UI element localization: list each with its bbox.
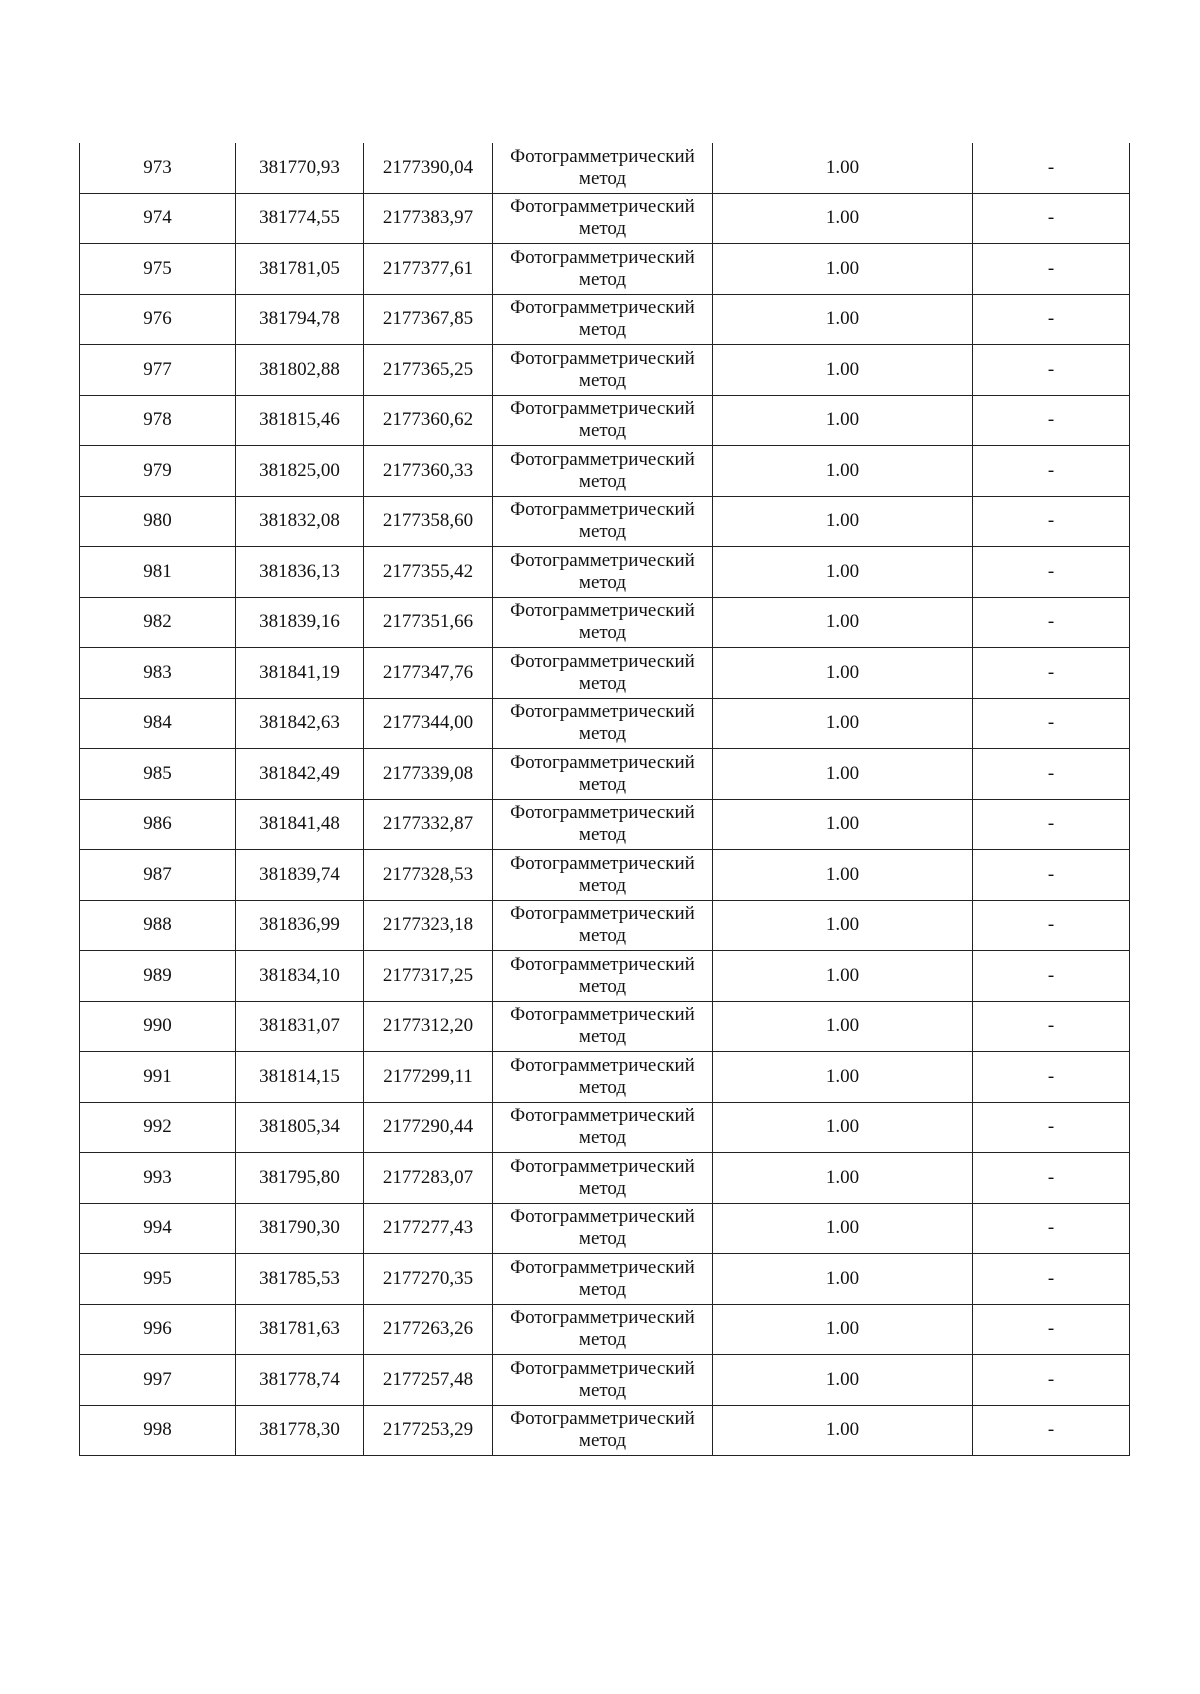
method-line-1: Фотограмметрический: [510, 1307, 695, 1329]
method-cell: [493, 547, 713, 598]
x-coordinate-cell: 381814,15: [236, 1052, 364, 1103]
x-coordinate-cell: 381839,16: [236, 597, 364, 648]
method-cell: [493, 345, 713, 396]
note-cell: -: [973, 345, 1130, 396]
table-row: [80, 1102, 1130, 1153]
precision-cell: 1.00: [713, 850, 973, 901]
point-number-cell: 980: [80, 496, 236, 547]
point-number-cell: 976: [80, 294, 236, 345]
method-cell: [493, 1405, 713, 1456]
point-number-cell: 977: [80, 345, 236, 396]
method-line-1: Фотограмметрический: [510, 448, 695, 470]
method-line-2: метод: [578, 571, 627, 593]
method-cell: [493, 244, 713, 295]
table-row: [80, 1405, 1130, 1456]
method-line-1: Фотограмметрический: [510, 398, 695, 420]
method-line-1: Фотограмметрический: [510, 297, 695, 319]
table-row: [80, 1153, 1130, 1204]
note-cell: -: [973, 395, 1130, 446]
method-line-1: Фотограмметрический: [510, 852, 695, 874]
method-cell: [493, 900, 713, 951]
method-line-2: метод: [578, 672, 627, 694]
method-line-1: Фотограмметрический: [510, 145, 695, 167]
note-cell: -: [973, 193, 1130, 244]
method-line-1: Фотограмметрический: [510, 1206, 695, 1228]
x-coordinate-cell: 381831,07: [236, 1001, 364, 1052]
method-line-2: метод: [578, 319, 627, 341]
y-coordinate-cell: 2177367,85: [364, 294, 493, 345]
method-line-2: метод: [578, 1026, 627, 1048]
point-number-cell: 991: [80, 1052, 236, 1103]
table-row: [80, 395, 1130, 446]
point-number-cell: 988: [80, 900, 236, 951]
table-row: [80, 244, 1130, 295]
method-line-1: Фотограмметрический: [510, 701, 695, 723]
note-cell: -: [973, 446, 1130, 497]
y-coordinate-cell: 2177332,87: [364, 799, 493, 850]
method-cell: [493, 799, 713, 850]
y-coordinate-cell: 2177390,04: [364, 143, 493, 193]
y-coordinate-cell: 2177339,08: [364, 749, 493, 800]
note-cell: -: [973, 143, 1130, 193]
y-coordinate-cell: 2177365,25: [364, 345, 493, 396]
y-coordinate-cell: 2177377,61: [364, 244, 493, 295]
precision-cell: 1.00: [713, 1052, 973, 1103]
method-cell: [493, 193, 713, 244]
method-line-2: метод: [578, 369, 627, 391]
point-number-cell: 974: [80, 193, 236, 244]
method-cell: [493, 496, 713, 547]
note-cell: -: [973, 749, 1130, 800]
table-row: [80, 143, 1130, 193]
table-row: [80, 446, 1130, 497]
table-row: [80, 951, 1130, 1002]
method-line-1: Фотограмметрический: [510, 1408, 695, 1430]
method-line-1: Фотограмметрический: [510, 1004, 695, 1026]
y-coordinate-cell: 2177283,07: [364, 1153, 493, 1204]
note-cell: -: [973, 1052, 1130, 1103]
note-cell: -: [973, 294, 1130, 345]
method-line-2: метод: [578, 268, 627, 290]
note-cell: -: [973, 850, 1130, 901]
table-row: [80, 547, 1130, 598]
point-number-cell: 992: [80, 1102, 236, 1153]
point-number-cell: 989: [80, 951, 236, 1002]
y-coordinate-cell: 2177263,26: [364, 1304, 493, 1355]
method-line-1: Фотограмметрический: [510, 953, 695, 975]
y-coordinate-cell: 2177360,33: [364, 446, 493, 497]
method-line-1: Фотограмметрический: [510, 1105, 695, 1127]
method-cell: [493, 1203, 713, 1254]
precision-cell: 1.00: [713, 294, 973, 345]
y-coordinate-cell: 2177358,60: [364, 496, 493, 547]
y-coordinate-cell: 2177347,76: [364, 648, 493, 699]
precision-cell: 1.00: [713, 193, 973, 244]
method-cell: [493, 1102, 713, 1153]
coordinates-table-body: [80, 143, 1130, 1456]
table-row: [80, 1203, 1130, 1254]
point-number-cell: 995: [80, 1254, 236, 1305]
y-coordinate-cell: 2177312,20: [364, 1001, 493, 1052]
x-coordinate-cell: 381790,30: [236, 1203, 364, 1254]
y-coordinate-cell: 2177277,43: [364, 1203, 493, 1254]
note-cell: -: [973, 900, 1130, 951]
note-cell: -: [973, 1254, 1130, 1305]
y-coordinate-cell: 2177328,53: [364, 850, 493, 901]
table-row: [80, 345, 1130, 396]
method-line-2: метод: [578, 925, 627, 947]
method-line-2: метод: [578, 1329, 627, 1351]
x-coordinate-cell: 381781,05: [236, 244, 364, 295]
y-coordinate-cell: 2177344,00: [364, 698, 493, 749]
method-line-1: Фотограмметрический: [510, 751, 695, 773]
y-coordinate-cell: 2177355,42: [364, 547, 493, 598]
note-cell: -: [973, 951, 1130, 1002]
x-coordinate-cell: 381841,19: [236, 648, 364, 699]
x-coordinate-cell: 381778,74: [236, 1355, 364, 1406]
method-cell: [493, 1153, 713, 1204]
precision-cell: 1.00: [713, 597, 973, 648]
method-line-2: метод: [578, 723, 627, 745]
method-cell: [493, 648, 713, 699]
note-cell: -: [973, 1153, 1130, 1204]
table-row: [80, 496, 1130, 547]
method-line-1: Фотограмметрический: [510, 1054, 695, 1076]
x-coordinate-cell: 381842,49: [236, 749, 364, 800]
table-row: [80, 749, 1130, 800]
point-number-cell: 982: [80, 597, 236, 648]
y-coordinate-cell: 2177270,35: [364, 1254, 493, 1305]
y-coordinate-cell: 2177253,29: [364, 1405, 493, 1456]
point-number-cell: 993: [80, 1153, 236, 1204]
table-row: [80, 900, 1130, 951]
point-number-cell: 984: [80, 698, 236, 749]
y-coordinate-cell: 2177317,25: [364, 951, 493, 1002]
y-coordinate-cell: 2177351,66: [364, 597, 493, 648]
method-cell: [493, 597, 713, 648]
precision-cell: 1.00: [713, 395, 973, 446]
point-number-cell: 983: [80, 648, 236, 699]
x-coordinate-cell: 381781,63: [236, 1304, 364, 1355]
x-coordinate-cell: 381832,08: [236, 496, 364, 547]
method-cell: [493, 1254, 713, 1305]
method-line-1: Фотограмметрический: [510, 246, 695, 268]
x-coordinate-cell: 381802,88: [236, 345, 364, 396]
note-cell: -: [973, 1001, 1130, 1052]
point-number-cell: 996: [80, 1304, 236, 1355]
method-cell: [493, 1052, 713, 1103]
method-cell: [493, 294, 713, 345]
x-coordinate-cell: 381839,74: [236, 850, 364, 901]
table-row: [80, 1254, 1130, 1305]
method-cell: [493, 1001, 713, 1052]
note-cell: -: [973, 1102, 1130, 1153]
method-cell: [493, 395, 713, 446]
precision-cell: 1.00: [713, 547, 973, 598]
y-coordinate-cell: 2177383,97: [364, 193, 493, 244]
precision-cell: 1.00: [713, 143, 973, 193]
point-number-cell: 981: [80, 547, 236, 598]
precision-cell: 1.00: [713, 1153, 973, 1204]
note-cell: -: [973, 1304, 1130, 1355]
method-line-2: метод: [578, 1076, 627, 1098]
precision-cell: 1.00: [713, 799, 973, 850]
method-line-2: метод: [578, 167, 627, 189]
note-cell: -: [973, 1355, 1130, 1406]
method-line-2: метод: [578, 824, 627, 846]
method-cell: [493, 1304, 713, 1355]
method-line-2: метод: [578, 1228, 627, 1250]
point-number-cell: 994: [80, 1203, 236, 1254]
method-line-1: Фотограмметрический: [510, 1357, 695, 1379]
point-number-cell: 998: [80, 1405, 236, 1456]
precision-cell: 1.00: [713, 1304, 973, 1355]
point-number-cell: 990: [80, 1001, 236, 1052]
precision-cell: 1.00: [713, 1203, 973, 1254]
precision-cell: 1.00: [713, 1355, 973, 1406]
method-cell: [493, 143, 713, 193]
method-cell: [493, 850, 713, 901]
precision-cell: 1.00: [713, 900, 973, 951]
x-coordinate-cell: 381785,53: [236, 1254, 364, 1305]
method-line-2: метод: [578, 521, 627, 543]
method-line-1: Фотограмметрический: [510, 347, 695, 369]
point-number-cell: 978: [80, 395, 236, 446]
x-coordinate-cell: 381825,00: [236, 446, 364, 497]
method-line-2: метод: [578, 622, 627, 644]
note-cell: -: [973, 1203, 1130, 1254]
table-row: [80, 1304, 1130, 1355]
point-number-cell: 986: [80, 799, 236, 850]
note-cell: -: [973, 698, 1130, 749]
method-line-1: Фотограмметрический: [510, 1256, 695, 1278]
note-cell: -: [973, 496, 1130, 547]
point-number-cell: 997: [80, 1355, 236, 1406]
note-cell: -: [973, 799, 1130, 850]
x-coordinate-cell: 381795,80: [236, 1153, 364, 1204]
precision-cell: 1.00: [713, 951, 973, 1002]
precision-cell: 1.00: [713, 1405, 973, 1456]
method-line-2: метод: [578, 1127, 627, 1149]
x-coordinate-cell: 381794,78: [236, 294, 364, 345]
method-line-1: Фотограмметрический: [510, 903, 695, 925]
method-line-2: метод: [578, 1278, 627, 1300]
table-row: [80, 597, 1130, 648]
y-coordinate-cell: 2177299,11: [364, 1052, 493, 1103]
note-cell: -: [973, 648, 1130, 699]
precision-cell: 1.00: [713, 648, 973, 699]
method-line-2: метод: [578, 470, 627, 492]
table-row: [80, 648, 1130, 699]
method-cell: [493, 446, 713, 497]
method-cell: [493, 698, 713, 749]
x-coordinate-cell: 381834,10: [236, 951, 364, 1002]
method-cell: [493, 749, 713, 800]
method-line-2: метод: [578, 420, 627, 442]
precision-cell: 1.00: [713, 244, 973, 295]
table-row: [80, 698, 1130, 749]
precision-cell: 1.00: [713, 749, 973, 800]
x-coordinate-cell: 381836,13: [236, 547, 364, 598]
note-cell: -: [973, 547, 1130, 598]
table-row: [80, 294, 1130, 345]
point-number-cell: 987: [80, 850, 236, 901]
method-line-2: метод: [578, 1177, 627, 1199]
x-coordinate-cell: 381836,99: [236, 900, 364, 951]
table-row: [80, 1052, 1130, 1103]
method-line-2: метод: [578, 874, 627, 896]
method-line-1: Фотограмметрический: [510, 650, 695, 672]
y-coordinate-cell: 2177323,18: [364, 900, 493, 951]
method-line-2: метод: [578, 975, 627, 997]
note-cell: -: [973, 597, 1130, 648]
precision-cell: 1.00: [713, 1001, 973, 1052]
x-coordinate-cell: 381774,55: [236, 193, 364, 244]
x-coordinate-cell: 381778,30: [236, 1405, 364, 1456]
method-line-2: метод: [578, 1379, 627, 1401]
table-row: [80, 799, 1130, 850]
precision-cell: 1.00: [713, 698, 973, 749]
table-row: [80, 850, 1130, 901]
precision-cell: 1.00: [713, 1102, 973, 1153]
method-line-2: метод: [578, 218, 627, 240]
point-number-cell: 985: [80, 749, 236, 800]
method-line-1: Фотограмметрический: [510, 600, 695, 622]
table-row: [80, 1001, 1130, 1052]
x-coordinate-cell: 381842,63: [236, 698, 364, 749]
x-coordinate-cell: 381770,93: [236, 143, 364, 193]
method-cell: [493, 951, 713, 1002]
method-line-1: Фотограмметрический: [510, 499, 695, 521]
method-line-1: Фотограмметрический: [510, 1155, 695, 1177]
table-row: [80, 193, 1130, 244]
x-coordinate-cell: 381815,46: [236, 395, 364, 446]
precision-cell: 1.00: [713, 496, 973, 547]
point-number-cell: 975: [80, 244, 236, 295]
precision-cell: 1.00: [713, 345, 973, 396]
coordinates-table: [79, 143, 1130, 1456]
y-coordinate-cell: 2177290,44: [364, 1102, 493, 1153]
y-coordinate-cell: 2177360,62: [364, 395, 493, 446]
method-line-1: Фотограмметрический: [510, 549, 695, 571]
method-line-2: метод: [578, 1430, 627, 1452]
x-coordinate-cell: 381841,48: [236, 799, 364, 850]
precision-cell: 1.00: [713, 446, 973, 497]
note-cell: -: [973, 1405, 1130, 1456]
note-cell: -: [973, 244, 1130, 295]
method-cell: [493, 1355, 713, 1406]
table-row: [80, 1355, 1130, 1406]
point-number-cell: 979: [80, 446, 236, 497]
x-coordinate-cell: 381805,34: [236, 1102, 364, 1153]
method-line-1: Фотограмметрический: [510, 802, 695, 824]
precision-cell: 1.00: [713, 1254, 973, 1305]
point-number-cell: 973: [80, 143, 236, 193]
y-coordinate-cell: 2177257,48: [364, 1355, 493, 1406]
method-line-1: Фотограмметрический: [510, 196, 695, 218]
method-line-2: метод: [578, 773, 627, 795]
